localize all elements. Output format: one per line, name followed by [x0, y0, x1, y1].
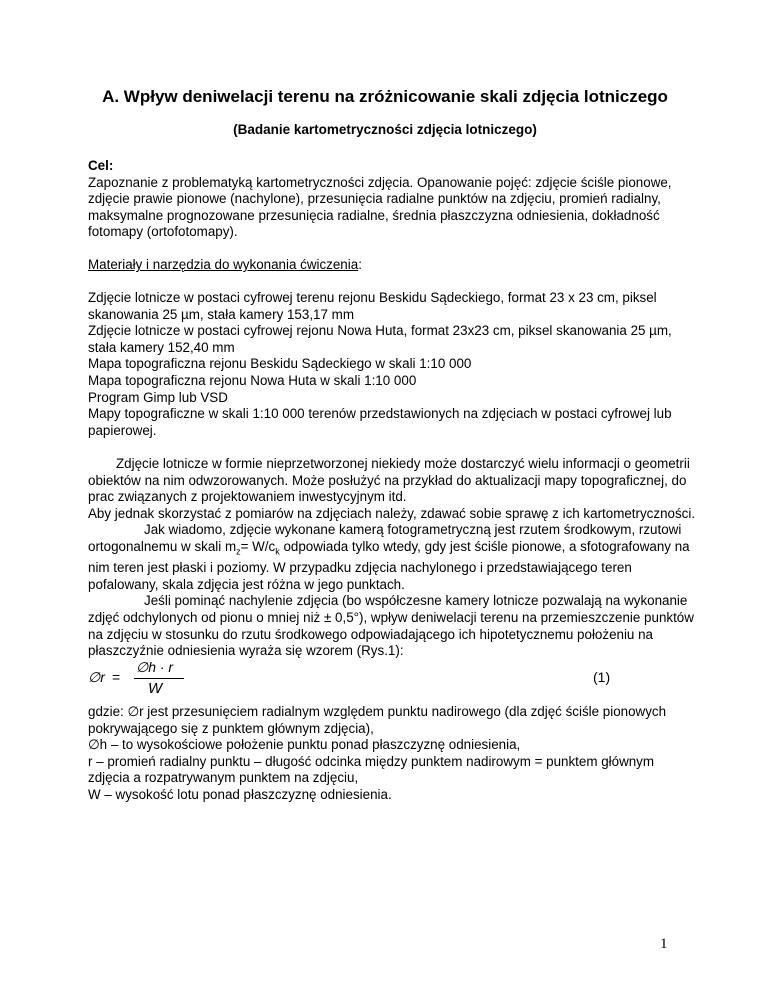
formula-equals: = — [112, 669, 121, 685]
materials-item: Zdjęcie lotnicze w postaci cyfrowej rejonu Nowa Huta, format 23x23 cm, piksel skanowania 25 µm, stała kamery 152,40 mm — [88, 323, 672, 355]
body-paragraph-2: Aby jednak skorzystać z pomiarów na zdjęciach należy, zdawać sobie sprawę z ich kartometryczności. — [88, 505, 696, 521]
body-paragraph-3-part: odpowiada tylko wtedy, gdy jest ściśle pionowe, a sfotografowany na nim teren jest płaski i poziomy. W przypadku zdjęcia nachylonego i przedstawiającego teren pofalowany, skala zdjęcia jest różna w jego punktach. — [88, 538, 690, 592]
materials-item: Mapa topograficzna rejonu Beskidu Sądeckiego w skali 1:10 000 — [88, 356, 472, 372]
materials-section — [88, 257, 698, 274]
body-paragraph-3-part: Jak wiadomo, zdjęcie wykonane kamerą fotogrametryczną jest rzutem środkowym, rzutowi ortogonalnemu w skali m — [88, 522, 682, 554]
where-line-4: W – wysokość lotu ponad płaszczyznę odniesienia. — [88, 786, 392, 802]
goal-heading: Cel: — [88, 158, 114, 173]
page-subtitle: (Badanie kartometryczności zdjęcia lotniczego) — [233, 122, 537, 137]
page-number: 1 — [660, 936, 668, 952]
fraction-bar — [134, 678, 184, 679]
materials-list — [88, 290, 698, 439]
materials-item: Mapa topograficzna rejonu Nowa Huta w skali 1:10 000 — [88, 372, 417, 388]
page-title: A. Wpływ deniwelacji terenu na zróżnicowanie skali zdjęcia lotniczego — [102, 87, 668, 106]
where-line-3: r – promień radialny punktu – długość odcinka między punktem nadirowym = punktem głównym zdjęcia a rozpatrywanym punktem na zdjęciu, — [88, 753, 655, 786]
formula-numerator: ∅h · r — [136, 659, 174, 675]
materials-heading: Materiały i narzędzia do wykonania ćwiczenia — [88, 257, 359, 272]
body-text — [88, 456, 698, 660]
body-paragraph-3-part: = W/c — [240, 538, 276, 554]
materials-item: Program Gimp lub VSD — [88, 389, 228, 405]
goal-section — [88, 158, 698, 241]
subscript-z: z — [236, 546, 241, 557]
materials-heading-colon: : — [358, 257, 362, 272]
where-line-2: ∅h – to wysokościowe położenie punktu ponad płaszczyznę odniesienia, — [88, 737, 521, 753]
materials-heading-line — [88, 257, 698, 274]
subscript-k: k — [275, 546, 280, 557]
goal-text: Zapoznanie z problematyką kartometryczności zdjęcia. Opanowanie pojęć: zdjęcie ściśle pionowe, zdjęcie prawie pionowe (nachylone), przesunięcia radialne punktów na zdjęciu, promień radialny, maksymalne prognozowane przesunięcia radialne, średnia płaszczyzna odniesienia, dokładność fotomapy (ortofotomapy). — [88, 174, 672, 240]
materials-item: Zdjęcie lotnicze w postaci cyfrowej terenu rejonu Beskidu Sądeckiego, format 23 x 23 cm, piksel skanowania 25 µm, stała kamery 153,17 mm — [88, 290, 657, 322]
materials-item: Mapy topograficzne w skali 1:10 000 terenów przedstawionych na zdjęciach w postaci cyfrowej lub papierowej. — [88, 406, 672, 438]
where-section — [88, 704, 698, 804]
formula-number: (1) — [593, 669, 611, 685]
where-line-1: gdzie: ∅r jest przesunięciem radialnym względem punktu nadirowego (dla zdjęć ściśle pionowych pokrywającego się z punktem głównym zdjęcia), — [88, 704, 667, 736]
formula-denominator: W — [148, 680, 163, 697]
body-paragraph-3 — [88, 522, 698, 593]
formula-lhs: ∅r — [88, 669, 105, 685]
body-paragraph-4: Jeśli pominąć nachylenie zdjęcia (bo współczesne kamery lotnicze pozwalają na wykonanie zdjęć odchylonych od pionu o mniej niż ± 0,5°), wpływ deniwelacji terenu na przemieszczenie punktów na zdjęciu w stosunku do rzutu środkowego odpowiadającego ich hipotetycznemu położeniu na płaszczyźnie odniesienia wyraża się wzorem (Rys.1): — [88, 593, 694, 659]
formula-1 — [88, 659, 688, 699]
body-paragraph-1: Zdjęcie lotnicze w formie nieprzetworzonej niekiedy może dostarczyć wielu informacji o geometrii obiektów na nim odwzorowanych. Może posłużyć na przykład do aktualizacji mapy topograficznej, do prac związanych z projektowaniem inwestycyjnym itd. — [88, 456, 690, 505]
